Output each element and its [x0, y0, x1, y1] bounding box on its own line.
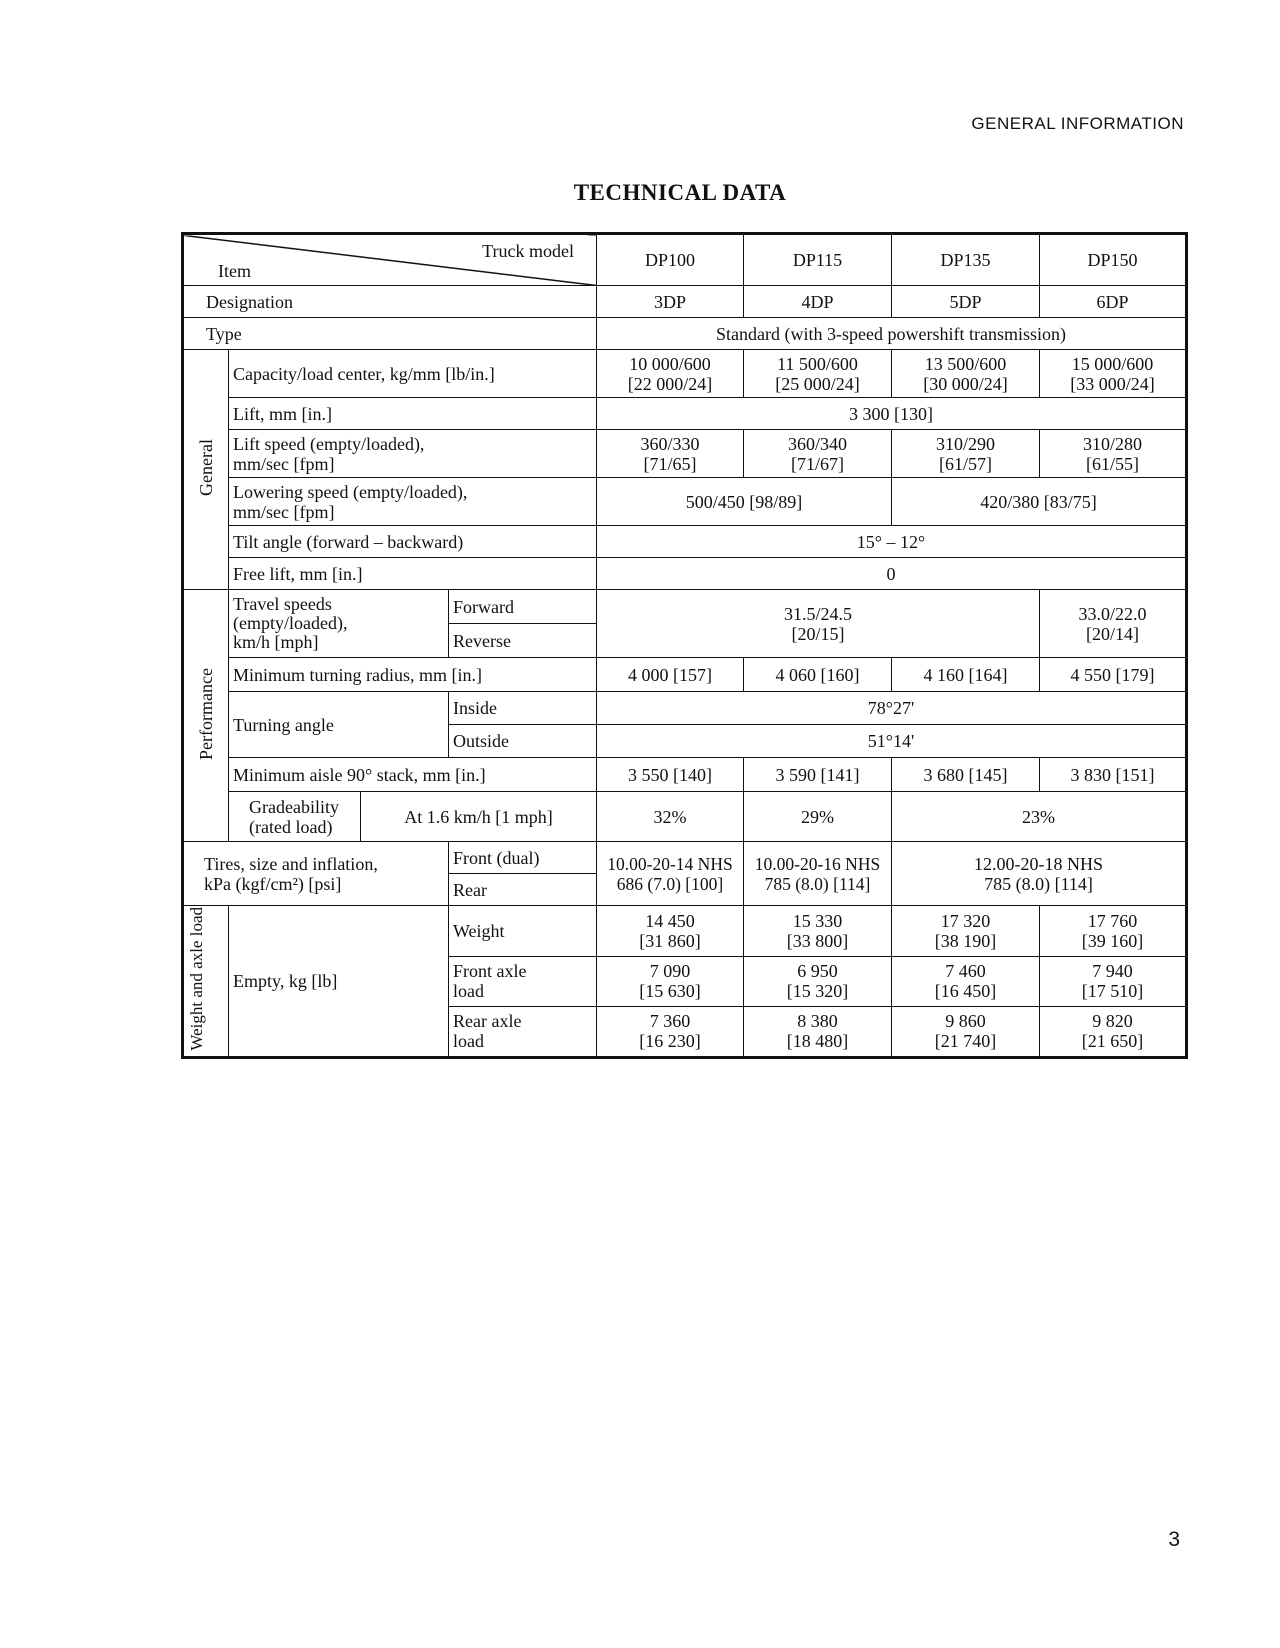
lowering-speed-row — [183, 478, 1187, 526]
page-title: TECHNICAL DATA — [573, 180, 787, 205]
designation-value: 4DP — [744, 286, 892, 318]
weight-value: 17 760 [39 160] — [1040, 906, 1187, 957]
gradeability-row — [183, 792, 1187, 842]
capacity-row — [183, 350, 1187, 398]
rear-axle-value: 9 860 [21 740] — [892, 1007, 1040, 1058]
turning-radius-value: 4 550 [179] — [1040, 658, 1187, 692]
weight-label: Weight — [449, 906, 597, 957]
travel-speed-value: 33.0/22.0 [20/14] — [1040, 590, 1187, 658]
designation-value: 5DP — [892, 286, 1040, 318]
weight-value: 14 450 [31 860] — [597, 906, 744, 957]
front-axle-value: 6 950 [15 320] — [744, 956, 892, 1007]
weight-row — [183, 906, 1187, 957]
weight-value: 15 330 [33 800] — [744, 906, 892, 957]
travel-forward-row — [183, 590, 1187, 624]
group-general: General — [183, 350, 229, 590]
corner-cell — [183, 234, 597, 286]
aisle-value: 3 550 [140] — [597, 758, 744, 792]
group-weight: Weight and axle load — [183, 906, 229, 1058]
free-lift-row — [183, 558, 1187, 590]
aisle-label: Minimum aisle 90° stack, mm [in.] — [229, 758, 597, 792]
capacity-value: 15 000/600 [33 000/24] — [1040, 350, 1187, 398]
rear-axle-label: Rear axle load — [449, 1007, 597, 1058]
tires-value: 10.00-20-14 NHS 686 (7.0) [100] — [597, 842, 744, 906]
aisle-row — [183, 758, 1187, 792]
lift-speed-value: 360/340 [71/67] — [744, 430, 892, 478]
tilt-angle-value: 15° – 12° — [597, 526, 1187, 558]
tires-front-row — [183, 842, 1187, 874]
lift-speed-value: 310/280 [61/55] — [1040, 430, 1187, 478]
model-cell: DP135 — [892, 234, 1040, 286]
turning-radius-value: 4 060 [160] — [744, 658, 892, 692]
corner-truck-model: Truck model — [482, 241, 574, 261]
header-row — [183, 234, 1187, 286]
turning-radius-label: Minimum turning radius, mm [in.] — [229, 658, 597, 692]
gradeability-label: Gradeability (rated load) — [229, 792, 361, 842]
lift-speed-label: Lift speed (empty/loaded), mm/sec [fpm] — [229, 430, 597, 478]
tires-value: 10.00-20-16 NHS 785 (8.0) [114] — [744, 842, 892, 906]
capacity-value: 10 000/600 [22 000/24] — [597, 350, 744, 398]
lift-speed-value: 360/330 [71/65] — [597, 430, 744, 478]
type-value: Standard (with 3-speed powershift transmission) — [597, 318, 1187, 350]
page-number: 3 — [1168, 1528, 1180, 1551]
tilt-angle-row — [183, 526, 1187, 558]
aisle-value: 3 830 [151] — [1040, 758, 1187, 792]
running-header: GENERAL INFORMATION — [971, 114, 1184, 133]
tires-value: 12.00-20-18 NHS 785 (8.0) [114] — [892, 842, 1187, 906]
capacity-value: 11 500/600 [25 000/24] — [744, 350, 892, 398]
rear-axle-value: 7 360 [16 230] — [597, 1007, 744, 1058]
gradeability-value: 23% — [892, 792, 1187, 842]
lift-value: 3 300 [130] — [597, 398, 1187, 430]
turning-radius-value: 4 000 [157] — [597, 658, 744, 692]
aisle-value: 3 590 [141] — [744, 758, 892, 792]
lift-row — [183, 398, 1187, 430]
rear-axle-value: 8 380 [18 480] — [744, 1007, 892, 1058]
turning-inside-label: Inside — [449, 692, 597, 725]
rear-axle-value: 9 820 [21 650] — [1040, 1007, 1187, 1058]
corner-item: Item — [218, 261, 251, 281]
lift-speed-row — [183, 430, 1187, 478]
turning-outside-label: Outside — [449, 725, 597, 758]
lowering-speed-value: 500/450 [98/89] — [597, 478, 892, 526]
designation-value: 3DP — [597, 286, 744, 318]
front-axle-value: 7 460 [16 450] — [892, 956, 1040, 1007]
turning-radius-row — [183, 658, 1187, 692]
lowering-speed-label: Lowering speed (empty/loaded), mm/sec [fpm] — [229, 478, 597, 526]
turning-inside-value: 78°27' — [597, 692, 1187, 725]
lowering-speed-value: 420/380 [83/75] — [892, 478, 1187, 526]
turning-radius-value: 4 160 [164] — [892, 658, 1040, 692]
gradeability-value: 32% — [597, 792, 744, 842]
tires-label: Tires, size and inflation, kPa (kgf/cm²) [psi] — [183, 842, 449, 906]
technical-data-table — [181, 232, 1188, 1059]
travel-forward-label: Forward — [449, 590, 597, 624]
front-axle-value: 7 940 [17 510] — [1040, 956, 1187, 1007]
group-performance: Performance — [183, 590, 229, 842]
type-row — [183, 318, 1187, 350]
lift-label: Lift, mm [in.] — [229, 398, 597, 430]
model-cell: DP115 — [744, 234, 892, 286]
empty-label: Empty, kg [lb] — [229, 906, 449, 1058]
weight-value: 17 320 [38 190] — [892, 906, 1040, 957]
tires-front-label: Front (dual) — [449, 842, 597, 874]
travel-speed-value: 31.5/24.5 [20/15] — [597, 590, 1040, 658]
aisle-value: 3 680 [145] — [892, 758, 1040, 792]
turning-angle-label: Turning angle — [229, 692, 449, 758]
tires-rear-label: Rear — [449, 874, 597, 906]
turning-outside-value: 51°14' — [597, 725, 1187, 758]
designation-value: 6DP — [1040, 286, 1187, 318]
lift-speed-value: 310/290 [61/57] — [892, 430, 1040, 478]
travel-speeds-label: Travel speeds (empty/loaded), km/h [mph] — [229, 590, 449, 658]
travel-reverse-label: Reverse — [449, 624, 597, 658]
turning-inside-row — [183, 692, 1187, 725]
front-axle-label: Front axle load — [449, 956, 597, 1007]
front-axle-value: 7 090 [15 630] — [597, 956, 744, 1007]
capacity-label: Capacity/load center, kg/mm [lb/in.] — [229, 350, 597, 398]
gradeability-condition: At 1.6 km/h [1 mph] — [361, 792, 597, 842]
gradeability-value: 29% — [744, 792, 892, 842]
type-label: Type — [183, 318, 597, 350]
model-cell: DP100 — [597, 234, 744, 286]
tilt-angle-label: Tilt angle (forward – backward) — [229, 526, 597, 558]
capacity-value: 13 500/600 [30 000/24] — [892, 350, 1040, 398]
designation-row — [183, 286, 1187, 318]
designation-label: Designation — [183, 286, 597, 318]
free-lift-label: Free lift, mm [in.] — [229, 558, 597, 590]
model-cell: DP150 — [1040, 234, 1187, 286]
free-lift-value: 0 — [597, 558, 1187, 590]
